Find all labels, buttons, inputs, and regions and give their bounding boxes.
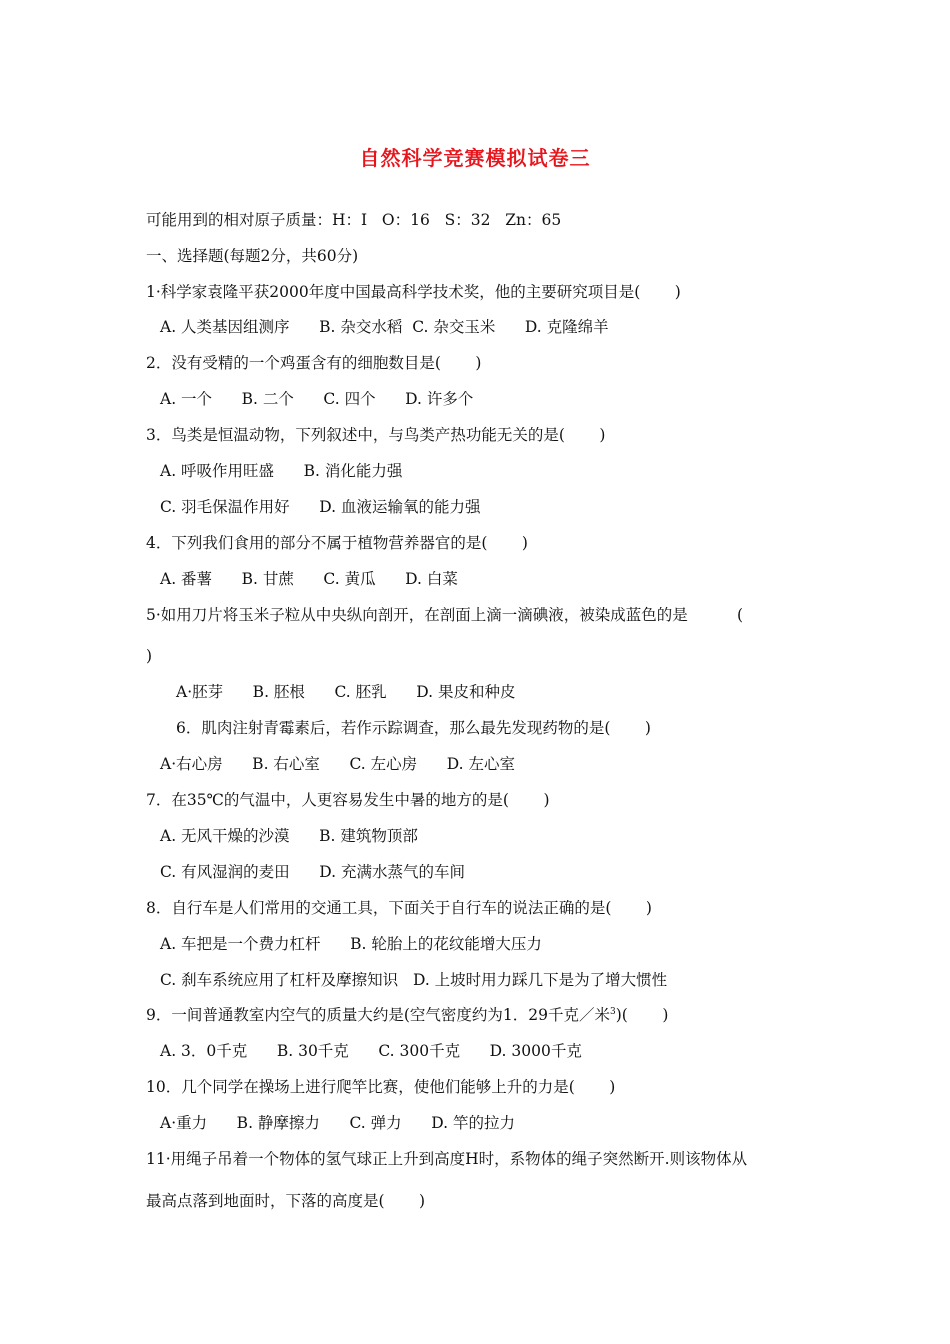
question-9-stem-text: 9．一间普通教室内空气的质量大约是(空气密度约为1．29千克／米 [146,1006,610,1024]
question-3-stem: 3．鸟类是恒温动物，下列叙述中，与鸟类产热功能无关的是( ) [146,426,606,444]
question-5-stem: 5·如用刀片将玉米子粒从中央纵向剖开，在剖面上滴一滴碘液，被染成蓝色的是 ( [146,606,744,624]
section-heading: 一、选择题(每题2分，共60分) [146,247,359,265]
question-9-stem-end: )( ) [615,1006,669,1024]
question-6-options: A·右心房 B. 右心室 C. 左心房 D. 左心室 [160,755,515,773]
question-5-stem-continued: ) [146,647,153,665]
question-9-exponent: 3 [610,1006,616,1017]
question-2-stem: 2．没有受精的一个鸡蛋含有的细胞数目是( ) [146,354,482,372]
question-4-stem: 4．下列我们食用的部分不属于植物营养器官的是( ) [146,534,528,552]
question-10-stem: 10．几个同学在操场上进行爬竿比赛，使他们能够上升的力是( ) [146,1078,616,1096]
question-9-stem [146,1004,668,1026]
question-3-options-row1: A. 呼吸作用旺盛 B. 消化能力强 [160,462,403,480]
question-5-options: A·胚芽 B. 胚根 C. 胚乳 D. 果皮和种皮 [176,683,516,701]
question-11-stem-continued: 最高点落到地面时，下落的高度是( ) [146,1192,426,1210]
question-8-options-row2: C. 刹车系统应用了杠杆及摩擦知识 D. 上坡时用力踩几下是为了增大惯性 [160,971,668,989]
question-9-options: A. 3．0千克 B. 30千克 C. 300千克 D. 3000千克 [160,1042,582,1060]
question-7-options-row1: A. 无风干燥的沙漠 B. 建筑物顶部 [160,827,418,845]
question-3-options-row2: C. 羽毛保温作用好 D. 血液运输氧的能力强 [160,498,481,516]
question-1-options: A. 人类基因组测序 B. 杂交水稻 C. 杂交玉米 D. 克隆绵羊 [160,318,609,336]
question-4-options: A. 番薯 B. 甘蔗 C. 黄瓜 D. 白菜 [160,570,458,588]
question-7-options-row2: C. 有风湿润的麦田 D. 充满水蒸气的车间 [160,863,465,881]
question-1-stem: 1·科学家袁隆平获2000年度中国最高科学技术奖，他的主要研究项目是( ) [146,283,681,301]
page-title: 自然科学竞赛模拟试卷三 [359,146,591,170]
question-11-stem: 11·用绳子吊着一个物体的氢气球正上升到高度H时，系物体的绳子突然断开.则该物体从 [146,1150,748,1168]
question-10-options: A·重力 B. 静摩擦力 C. 弹力 D. 竿的拉力 [160,1114,515,1132]
question-8-options-row1: A. 车把是一个费力杠杆 B. 轮胎上的花纹能增大压力 [160,935,542,953]
atomic-mass-note: 可能用到的相对原子质量：H：I O：16 S：32 Zn：65 [146,211,562,229]
question-8-stem: 8．自行车是人们常用的交通工具，下面关于自行车的说法正确的是( ) [146,899,652,917]
question-7-stem: 7．在35℃的气温中，人更容易发生中暑的地方的是( ) [146,791,550,809]
question-2-options: A. 一个 B. 二个 C. 四个 D. 许多个 [160,390,474,408]
question-6-stem: 6．肌肉注射青霉素后，若作示踪调查，那么最先发现药物的是( ) [176,719,651,737]
